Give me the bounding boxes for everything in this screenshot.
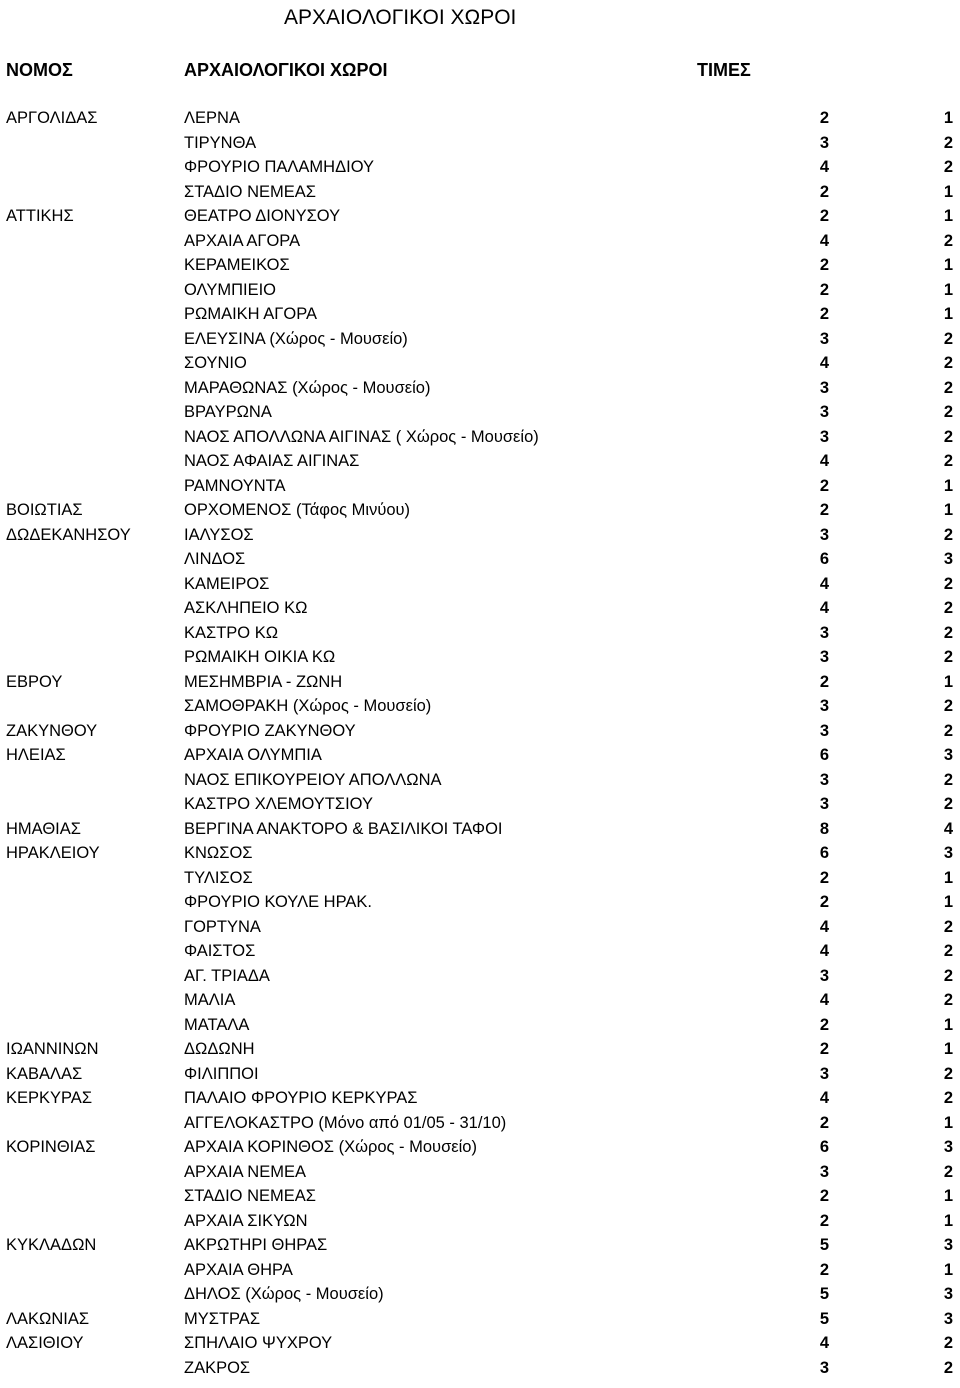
table-row <box>0 155 960 180</box>
reduced-price-cell: 2 <box>943 917 953 936</box>
table-row <box>0 1086 960 1111</box>
prefecture-cell: ΚΟΡΙΝΘΙΑΣ <box>6 1138 96 1156</box>
reduced-price-cell: 2 <box>943 648 953 666</box>
reduced-price-cell: 1 <box>943 1211 953 1230</box>
full-price-cell: 3 <box>819 966 829 985</box>
site-cell: ΕΛΕΥΣΙΝΑ (Χώρος - Μουσείο) <box>184 329 408 348</box>
full-price-cell: 2 <box>819 1113 829 1132</box>
table-row <box>0 694 960 719</box>
full-price-cell: 5 <box>819 1285 829 1303</box>
reduced-price-cell: 2 <box>943 1162 953 1181</box>
table-row <box>0 425 960 450</box>
site-cell: ΛΙΝΔΟΣ <box>184 550 246 568</box>
table-row <box>0 106 960 131</box>
site-cell: ΝΑΟΣ ΑΦΑΙΑΣ ΑΙΓΙΝΑΣ <box>184 452 360 470</box>
prefecture-cell: ΔΩΔΕΚΑΝΗΣΟΥ <box>6 525 131 544</box>
site-cell: ΑΣΚΛΗΠΕΙΟ ΚΩ <box>184 599 308 617</box>
reduced-price-cell: 2 <box>943 133 953 152</box>
reduced-price-cell: 1 <box>943 305 953 323</box>
reduced-price-cell: 1 <box>943 1113 953 1132</box>
site-cell: ΑΡΧΑΙΑ ΑΓΟΡΑ <box>184 231 301 250</box>
full-price-cell: 2 <box>819 1187 829 1205</box>
reduced-price-cell: 2 <box>943 942 953 960</box>
site-cell: ΔΩΔΩΝΗ <box>184 1040 255 1058</box>
table-row <box>0 792 960 817</box>
table-row <box>0 1037 960 1062</box>
table-row <box>0 572 960 597</box>
full-price-cell: 2 <box>819 1260 829 1279</box>
table-row <box>0 841 960 866</box>
header-prices: ΤΙΜΕΣ <box>697 60 751 80</box>
full-price-cell: 3 <box>819 1064 829 1083</box>
site-cell: ΚΕΡΑΜΕΙΚΟΣ <box>184 256 290 274</box>
table-row <box>0 1184 960 1209</box>
table-row <box>0 890 960 915</box>
table-row <box>0 915 960 940</box>
table-row <box>0 817 960 842</box>
site-cell: ΦΡΟΥΡΙΟ ΚΟΥΛΕ ΗΡΑΚ. <box>184 893 372 911</box>
table-row <box>0 523 960 548</box>
site-cell: ΜΑΤΑΛΑ <box>184 1015 250 1034</box>
full-price-cell: 6 <box>819 550 829 568</box>
reduced-price-cell: 2 <box>943 378 953 397</box>
site-cell: ΔΗΛΟΣ (Χώρος - Μουσείο) <box>184 1285 384 1303</box>
site-cell: ΤΙΡΥΝΘΑ <box>184 133 257 152</box>
full-price-cell: 4 <box>819 231 829 250</box>
full-price-cell: 3 <box>819 329 829 348</box>
site-cell: ΣΤΑΔΙΟ ΝΕΜΕΑΣ <box>184 182 316 201</box>
reduced-price-cell: 1 <box>943 280 953 299</box>
table-header-row <box>0 57 960 83</box>
table-row <box>0 1013 960 1038</box>
table-row <box>0 204 960 229</box>
full-price-cell: 2 <box>819 256 829 274</box>
site-cell: ΦΑΙΣΤΟΣ <box>184 942 256 960</box>
reduced-price-cell: 1 <box>943 1040 953 1058</box>
prefecture-cell: ΕΒΡΟΥ <box>6 672 63 691</box>
table-row <box>0 1282 960 1307</box>
site-cell: ΖΑΚΡΟΣ <box>184 1358 251 1377</box>
table-row <box>0 866 960 891</box>
full-price-cell: 2 <box>819 305 829 323</box>
full-price-cell: 4 <box>819 452 829 470</box>
table-body <box>0 106 960 1380</box>
reduced-price-cell: 1 <box>943 1015 953 1034</box>
table-row <box>0 1209 960 1234</box>
full-price-cell: 4 <box>819 1334 829 1352</box>
site-cell: ΑΡΧΑΙΑ ΣΙΚΥΩΝ <box>184 1211 308 1230</box>
prefecture-cell: ΑΤΤΙΚΗΣ <box>6 207 74 225</box>
table-row <box>0 327 960 352</box>
reduced-price-cell: 3 <box>943 1236 953 1254</box>
reduced-price-cell: 1 <box>943 893 953 911</box>
reduced-price-cell: 3 <box>943 550 953 568</box>
table-row <box>0 1331 960 1356</box>
reduced-price-cell: 2 <box>943 427 953 446</box>
reduced-price-cell: 1 <box>943 672 953 691</box>
full-price-cell: 2 <box>819 182 829 201</box>
reduced-price-cell: 3 <box>943 1309 953 1328</box>
full-price-cell: 2 <box>819 280 829 299</box>
table-row <box>0 229 960 254</box>
full-price-cell: 3 <box>819 133 829 152</box>
reduced-price-cell: 2 <box>943 354 953 372</box>
reduced-price-cell: 2 <box>943 721 953 740</box>
site-cell: ΑΚΡΩΤΗΡΙ ΘΗΡΑΣ <box>184 1236 328 1254</box>
table-row <box>0 351 960 376</box>
prefecture-cell: ΚΑΒΑΛΑΣ <box>6 1064 83 1083</box>
site-cell: ΦΙΛΙΠΠΟΙ <box>184 1064 259 1083</box>
reduced-price-cell: 3 <box>943 1138 953 1156</box>
full-price-cell: 3 <box>819 795 829 813</box>
full-price-cell: 2 <box>819 476 829 495</box>
table-row <box>0 670 960 695</box>
reduced-price-cell: 2 <box>943 795 953 813</box>
full-price-cell: 3 <box>819 770 829 789</box>
full-price-cell: 3 <box>819 378 829 397</box>
table-row <box>0 1356 960 1381</box>
site-cell: ΣΤΑΔΙΟ ΝΕΜΕΑΣ <box>184 1187 316 1205</box>
full-price-cell: 4 <box>819 599 829 617</box>
table-row <box>0 964 960 989</box>
reduced-price-cell: 2 <box>943 158 953 176</box>
reduced-price-cell: 3 <box>943 746 953 764</box>
site-cell: ΒΕΡΓΙΝΑ ΑΝΑΚΤΟΡΟ & ΒΑΣΙΛΙΚΟΙ ΤΑΦΟΙ <box>184 819 503 838</box>
table-row <box>0 180 960 205</box>
reduced-price-cell: 2 <box>943 403 953 421</box>
site-cell: ΡΑΜΝΟΥΝΤΑ <box>184 476 286 495</box>
full-price-cell: 5 <box>819 1236 829 1254</box>
reduced-price-cell: 1 <box>943 476 953 495</box>
reduced-price-cell: 1 <box>943 501 953 519</box>
full-price-cell: 3 <box>819 403 829 421</box>
site-cell: ΚΝΩΣΟΣ <box>184 844 253 862</box>
site-cell: ΦΡΟΥΡΙΟ ΖΑΚΥΝΘΟΥ <box>184 721 356 740</box>
table-row <box>0 743 960 768</box>
table-row <box>0 621 960 646</box>
full-price-cell: 4 <box>819 942 829 960</box>
site-cell: ΡΩΜΑΙΚΗ ΑΓΟΡΑ <box>184 305 317 323</box>
reduced-price-cell: 2 <box>943 966 953 985</box>
reduced-price-cell: 1 <box>943 1260 953 1279</box>
site-cell: ΣΟΥΝΙΟ <box>184 354 247 372</box>
full-price-cell: 8 <box>819 819 829 838</box>
site-cell: ΟΛΥΜΠΙΕΙΟ <box>184 280 277 299</box>
full-price-cell: 3 <box>819 1162 829 1181</box>
site-cell: ΚΑΜΕΙΡΟΣ <box>184 574 270 593</box>
reduced-price-cell: 1 <box>943 182 953 201</box>
table-row <box>0 1135 960 1160</box>
prefecture-cell: ΑΡΓΟΛΙΔΑΣ <box>6 109 98 127</box>
table-row <box>0 400 960 425</box>
site-cell: ΘΕΑΤΡΟ ΔΙΟΝΥΣΟΥ <box>184 207 341 225</box>
site-cell: ΑΡΧΑΙΑ ΝΕΜΕΑ <box>184 1162 306 1181</box>
site-cell: ΣΑΜΟΘΡΑΚΗ (Χώρος - Μουσείο) <box>184 697 432 715</box>
reduced-price-cell: 2 <box>943 991 953 1009</box>
table-row <box>0 498 960 523</box>
reduced-price-cell: 1 <box>943 256 953 274</box>
table-row <box>0 719 960 744</box>
table-row <box>0 1062 960 1087</box>
site-cell: ΜΑΛΙΑ <box>184 991 236 1009</box>
table-row <box>0 547 960 572</box>
site-cell: ΑΓΓΕΛΟΚΑΣΤΡΟ (Μόνο από 01/05 - 31/10) <box>184 1113 507 1132</box>
site-cell: ΙΑΛΥΣΟΣ <box>184 525 254 544</box>
table-row <box>0 376 960 401</box>
full-price-cell: 2 <box>819 109 829 127</box>
prefecture-cell: ΚΕΡΚΥΡΑΣ <box>6 1089 93 1107</box>
table-row <box>0 302 960 327</box>
prefecture-cell: ΛΑΣΙΘΙΟΥ <box>6 1334 84 1352</box>
full-price-cell: 2 <box>819 1040 829 1058</box>
full-price-cell: 6 <box>819 844 829 862</box>
reduced-price-cell: 4 <box>943 819 953 838</box>
full-price-cell: 4 <box>819 354 829 372</box>
reduced-price-cell: 1 <box>943 109 953 127</box>
table-row <box>0 449 960 474</box>
site-cell: ΝΑΟΣ ΕΠΙΚΟΥΡΕΙΟΥ ΑΠΟΛΛΩΝΑ <box>184 770 442 789</box>
page-title: ΑΡΧΑΙΟΛΟΓΙΚΟΙ ΧΩΡΟΙ <box>284 6 517 29</box>
site-cell: ΒΡΑΥΡΩΝΑ <box>184 403 272 421</box>
full-price-cell: 2 <box>819 672 829 691</box>
table-row <box>0 596 960 621</box>
full-price-cell: 3 <box>819 721 829 740</box>
full-price-cell: 2 <box>819 207 829 225</box>
site-cell: ΠΑΛΑΙΟ ΦΡΟΥΡΙΟ ΚΕΡΚΥΡΑΣ <box>184 1089 418 1107</box>
table-row <box>0 474 960 499</box>
reduced-price-cell: 2 <box>943 623 953 642</box>
prefecture-cell: ΒΟΙΩΤΙΑΣ <box>6 501 83 519</box>
table-row <box>0 131 960 156</box>
table-row <box>0 988 960 1013</box>
full-price-cell: 6 <box>819 1138 829 1156</box>
table-row <box>0 278 960 303</box>
full-price-cell: 2 <box>819 868 829 887</box>
table-row <box>0 253 960 278</box>
full-price-cell: 4 <box>819 991 829 1009</box>
full-price-cell: 3 <box>819 427 829 446</box>
reduced-price-cell: 3 <box>943 844 953 862</box>
table-row <box>0 1160 960 1185</box>
table-row <box>0 768 960 793</box>
reduced-price-cell: 2 <box>943 697 953 715</box>
reduced-price-cell: 2 <box>943 452 953 470</box>
reduced-price-cell: 2 <box>943 1358 953 1377</box>
site-cell: ΡΩΜΑΙΚΗ ΟΙΚΙΑ ΚΩ <box>184 648 336 666</box>
site-cell: ΑΡΧΑΙΑ ΟΛΥΜΠΙΑ <box>184 746 322 764</box>
reduced-price-cell: 2 <box>943 1089 953 1107</box>
site-cell: ΝΑΟΣ ΑΠΟΛΛΩΝΑ ΑΙΓΙΝΑΣ ( Χώρος - Μουσείο) <box>184 427 539 446</box>
table-row <box>0 1258 960 1283</box>
site-cell: ΚΑΣΤΡΟ ΚΩ <box>184 623 279 642</box>
full-price-cell: 6 <box>819 746 829 764</box>
full-price-cell: 3 <box>819 623 829 642</box>
prefecture-cell: ΚΥΚΛΑΔΩΝ <box>6 1236 97 1254</box>
full-price-cell: 4 <box>819 574 829 593</box>
full-price-cell: 2 <box>819 1015 829 1034</box>
site-cell: ΛΕΡΝΑ <box>184 109 240 127</box>
reduced-price-cell: 1 <box>943 207 953 225</box>
full-price-cell: 2 <box>819 893 829 911</box>
site-cell: ΓΟΡΤΥΝΑ <box>184 917 261 936</box>
full-price-cell: 3 <box>819 1358 829 1377</box>
site-cell: ΤΥΛΙΣΟΣ <box>184 868 253 887</box>
site-cell: ΑΡΧΑΙΑ ΚΟΡΙΝΘΟΣ (Χώρος - Μουσείο) <box>184 1138 477 1156</box>
prefecture-cell: ΖΑΚΥΝΘΟΥ <box>6 721 98 740</box>
full-price-cell: 2 <box>819 1211 829 1230</box>
reduced-price-cell: 3 <box>943 1285 953 1303</box>
full-price-cell: 3 <box>819 648 829 666</box>
site-cell: ΜΕΣΗΜΒΡΙΑ - ΖΩΝΗ <box>184 672 343 691</box>
prefecture-cell: ΙΩΑΝΝΙΝΩΝ <box>6 1040 99 1058</box>
site-cell: ΣΠΗΛΑΙΟ ΨΥΧΡΟΥ <box>184 1334 333 1352</box>
reduced-price-cell: 2 <box>943 329 953 348</box>
full-price-cell: 4 <box>819 917 829 936</box>
prefecture-cell: ΛΑΚΩΝΙΑΣ <box>6 1309 90 1328</box>
site-cell: ΜΑΡΑΘΩΝΑΣ (Χώρος - Μουσείο) <box>184 378 431 397</box>
reduced-price-cell: 2 <box>943 1064 953 1083</box>
table-row <box>0 1233 960 1258</box>
site-cell: ΦΡΟΥΡΙΟ ΠΑΛΑΜΗΔΙΟΥ <box>184 158 375 176</box>
prefecture-cell: ΗΡΑΚΛΕΙΟΥ <box>6 844 100 862</box>
header-site: ΑΡΧΑΙΟΛΟΓΙΚΟΙ ΧΩΡΟΙ <box>184 60 388 80</box>
reduced-price-cell: 2 <box>943 770 953 789</box>
reduced-price-cell: 2 <box>943 231 953 250</box>
full-price-cell: 4 <box>819 1089 829 1107</box>
full-price-cell: 4 <box>819 158 829 176</box>
reduced-price-cell: 2 <box>943 1334 953 1352</box>
site-cell: ΑΡΧΑΙΑ ΘΗΡΑ <box>184 1260 293 1279</box>
prefecture-cell: ΗΛΕΙΑΣ <box>6 746 66 764</box>
reduced-price-cell: 2 <box>943 574 953 593</box>
table-row <box>0 1111 960 1136</box>
reduced-price-cell: 2 <box>943 525 953 544</box>
reduced-price-cell: 2 <box>943 599 953 617</box>
full-price-cell: 2 <box>819 501 829 519</box>
site-cell: ΚΑΣΤΡΟ ΧΛΕΜΟΥΤΣΙΟΥ <box>184 795 373 813</box>
reduced-price-cell: 1 <box>943 1187 953 1205</box>
full-price-cell: 3 <box>819 697 829 715</box>
site-cell: ΜΥΣΤΡΑΣ <box>184 1309 261 1328</box>
full-price-cell: 3 <box>819 525 829 544</box>
header-prefecture: ΝΟΜΟΣ <box>6 60 73 80</box>
prefecture-cell: ΗΜΑΘΙΑΣ <box>6 819 81 838</box>
full-price-cell: 5 <box>819 1309 829 1328</box>
reduced-price-cell: 1 <box>943 868 953 887</box>
table-row <box>0 645 960 670</box>
site-cell: ΟΡΧΟΜΕΝΟΣ (Τάφος Μινύου) <box>184 501 411 519</box>
site-cell: ΑΓ. ΤΡΙΑΔΑ <box>184 966 270 985</box>
table-row <box>0 939 960 964</box>
table-row <box>0 1307 960 1332</box>
